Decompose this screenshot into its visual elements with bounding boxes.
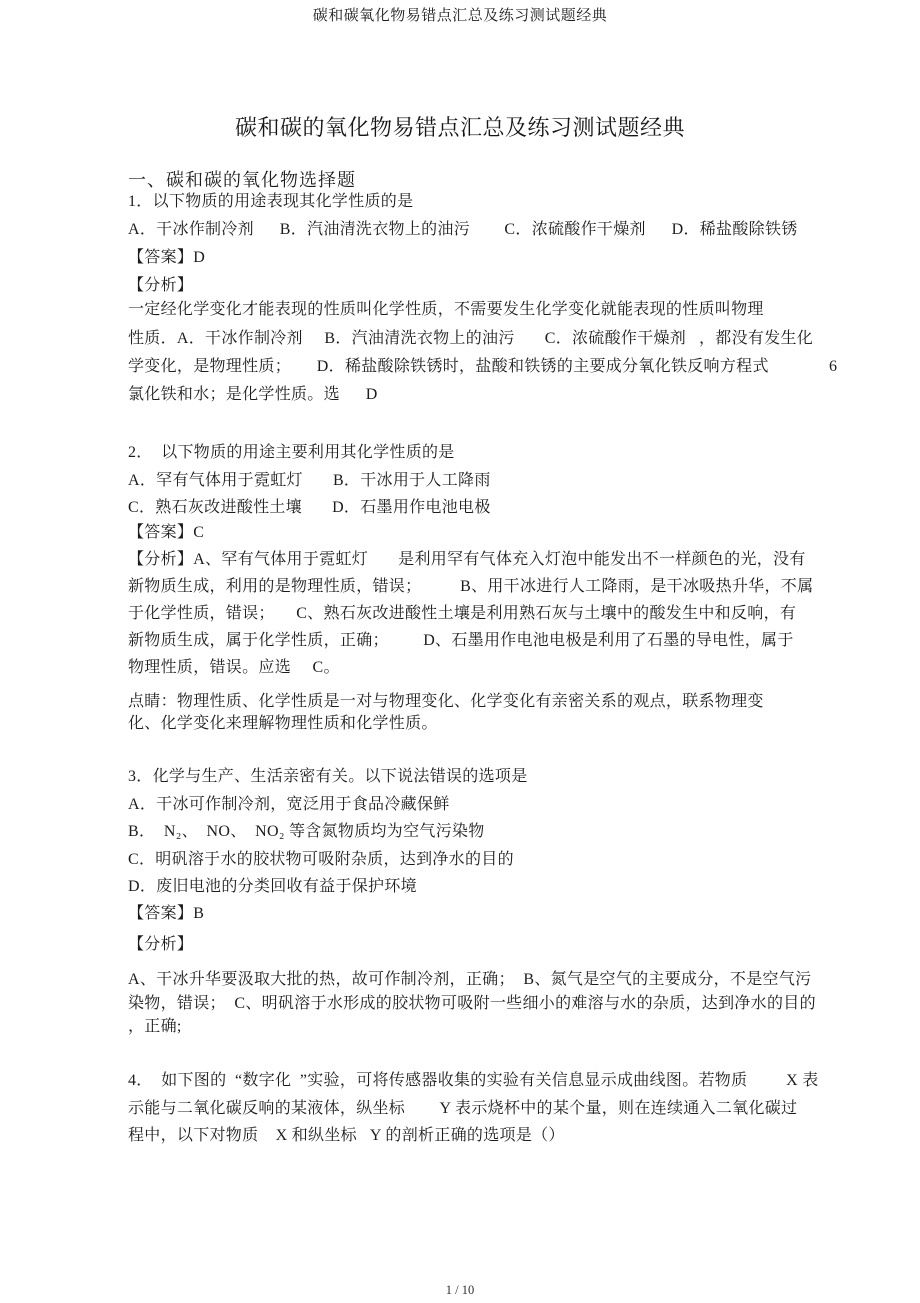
q1-answer: 【答案】D (128, 249, 206, 266)
q2-analysis-line: 物理性质，错误。应选 C。 (128, 659, 340, 676)
q2-options-ab: A．罕有气体用于霓虹灯 B．干冰用于人工降雨 (128, 472, 491, 489)
q3-option-b: B． N₂、 NO、 NO₂ 等含氮物质均为空气污染物 (128, 823, 485, 840)
q1-analysis-line: 性质．A．干冰作制冷剂 B．汽油清洗衣物上的油污 C．浓硫酸作干燥剂 ，都没有发生化 (128, 330, 814, 347)
q3-analysis-line: 染物，错误； C、明矾溶于水形成的胶状物可吸附一些细小的难溶与水的杂质，达到净水的目的 (128, 995, 816, 1012)
q1-analysis-label: 【分析】 (128, 277, 194, 294)
q4-line: 4． 如下图的 “数字化 ”实验，可将传感器收集的实验有关信息显示成曲线图。若物质 X 表 (128, 1072, 819, 1089)
q2-analysis-line: 于化学性质，错误； C、熟石灰改进酸性土壤是利用熟石灰与土壤中的酸发生中和反响，有 (128, 605, 797, 622)
q2-question: 2． 以下物质的用途主要利用其化学性质的是 (128, 444, 455, 461)
q2-options-cd: C．熟石灰改进酸性土壤 D．石墨用作电池电极 (128, 499, 491, 516)
q3-analysis-line: ，正确; (128, 1018, 182, 1035)
q3-option-d: D．废旧电池的分类回收有益于保护环境 (128, 878, 417, 895)
q4-line: 程中，以下对物质 X 和纵坐标 Y 的剖析正确的选项是（） (128, 1127, 565, 1144)
q2-tip-line: 点睛：物理性质、化学性质是一对与物理变化、化学变化有亲密关系的观点，联系物理变 (128, 693, 764, 710)
running-header: 碳和碳氧化物易错点汇总及练习测试题经典 (312, 8, 608, 24)
q1-analysis-line: 氯化铁和水；是化学性质。选 D (128, 386, 378, 403)
q2-analysis-line: 新物质生成，利用的是物理性质，错误； B、用干冰进行人工降雨，是干冰吸热升华，不属 (128, 578, 814, 595)
page-number: 1 / 10 (445, 1283, 475, 1297)
q3-analysis-line: A、干冰升华要汲取大批的热，故可作制冷剂，正确； B、氮气是空气的主要成分，不是空气污 (128, 971, 812, 988)
q1-analysis-line: 学变化，是物理性质； D．稀盐酸除铁锈时，盐酸和铁锈的主要成分氧化铁反响方程式 6 (128, 358, 838, 375)
q1-analysis-line: 一定经化学变化才能表现的性质叫化学性质，不需要发生化学变化就能表现的性质叫物理 (128, 301, 764, 318)
q3-analysis-label: 【分析】 (128, 936, 194, 953)
q3-question: 3．化学与生产、生活亲密有关。以下说法错误的选项是 (128, 768, 528, 785)
q2-analysis-line: 【分析】A、罕有气体用于霓虹灯 是利用罕有气体充入灯泡中能发出不一样颜色的光，没有 (128, 551, 806, 568)
q3-option-c: C．明矾溶于水的胶状物可吸附杂质，达到净水的目的 (128, 851, 514, 868)
document-title: 碳和碳的氧化物易错点汇总及练习测试题经典 (234, 115, 685, 140)
q3-option-a: A．干冰可作制冷剂，宽泛用于食品冷藏保鲜 (128, 796, 450, 813)
q2-tip-line: 化、化学变化来理解物理性质和化学性质。 (128, 715, 438, 732)
q2-analysis-line: 新物质生成，属于化学性质，正确； D、石墨用作电池电极是利用了石墨的导电性，属于 (128, 632, 794, 649)
q4-line: 示能与二氧化碳反响的某液体，纵坐标 Y 表示烧杯中的某个量，则在连续通入二氧化碳过 (128, 1100, 798, 1117)
q1-question: 1．以下物质的用途表现其化学性质的是 (128, 193, 414, 210)
q2-answer: 【答案】C (128, 524, 205, 541)
q3-answer: 【答案】B (128, 905, 205, 922)
q1-options: A．干冰作制冷剂 B．汽油清洗衣物上的油污 C．浓硫酸作干燥剂 D．稀盐酸除铁锈 (128, 221, 798, 238)
section-heading: 一、碳和碳的氧化物选择题 (128, 170, 356, 190)
